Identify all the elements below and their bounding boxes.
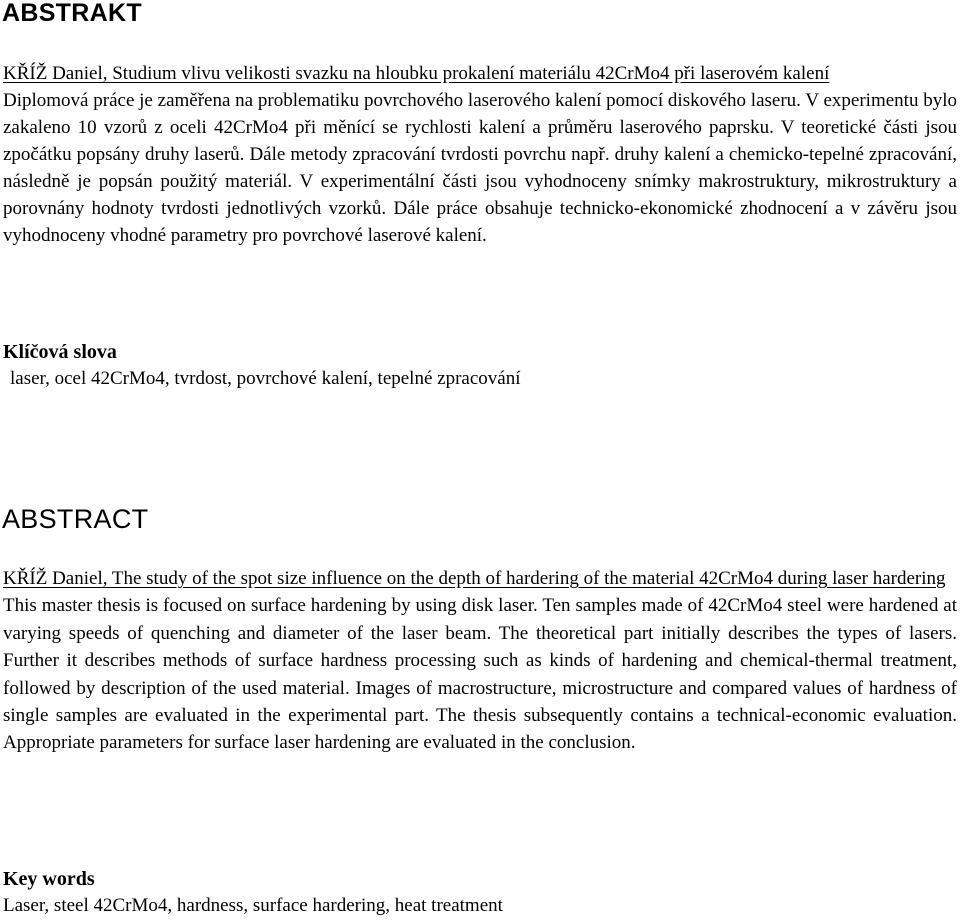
abstract-heading: ABSTRACT	[2, 504, 149, 534]
czech-abstract-body-part-2: Dále práce obsahuje technicko-ekonomické zhodnocení a v závěru jsou vyhodnoceny vhodné parametry pro povrchové laserové kalení.	[3, 198, 957, 246]
czech-keywords: laser, ocel 42CrMo4, tvrdost, povrchové kalení, tepelné zpracování	[10, 368, 521, 389]
english-keywords: Laser, steel 42CrMo4, hardness, surface hardering, heat treatment	[3, 895, 503, 916]
czech-keywords-heading: Klíčová slova	[3, 341, 117, 363]
czech-abstract-body-part-1: Diplomová práce je zaměřena na problematiku povrchového laserového kalení pomocí diskového laseru. V experimentu bylo zakaleno 10 vzorů z oceli 42CrMo4 při měnící se rychlosti kalení a průměru laserového paprsku. V teoretické části jsou zpočátku popsány druhy laserů. Dále metody zpracování tvrdosti povrchu např. druhy kalení a chemicko-tepelné zpracování, následně je popsán použitý materiál. V experimentální části jsou vyhodnoceny snímky makrostruktury, mikrostruktury a porovnány hodnoty tvrdosti jednotlivých vzorků.	[3, 90, 957, 219]
abstrakt-heading: ABSTRAKT	[2, 0, 142, 27]
czech-abstract-block	[3, 60, 957, 249]
english-thesis-title: KŘÍŽ Daniel, The study of the spot size influence on the depth of hardering of the material 42CrMo4 during laser hardering	[3, 568, 946, 589]
english-abstract-text: This master thesis is focused on surface hardening by using disk laser. Ten samples made of 42CrMo4 steel were hardened at varying speeds of quenching and diameter of the laser beam. The theoretical part initially describes the types of lasers. Further it describes methods of surface hardness processing such as kinds of hardening and chemical-thermal treatment, followed by description of the used material. Images of macrostructure, microstructure and compared values of hardness of single samples are evaluated in the experimental part. The thesis subsequently contains a technical-economic evaluation. Appropriate parameters for surface laser hardening are evaluated in the conclusion.	[3, 595, 957, 754]
czech-abstract-text	[3, 87, 957, 249]
czech-thesis-title: KŘÍŽ Daniel, Studium vlivu velikosti svazku na hloubku prokalení materiálu 42CrMo4 při laserovém kalení	[3, 63, 830, 84]
english-keywords-heading: Key words	[3, 868, 95, 890]
english-abstract-block	[3, 565, 957, 757]
